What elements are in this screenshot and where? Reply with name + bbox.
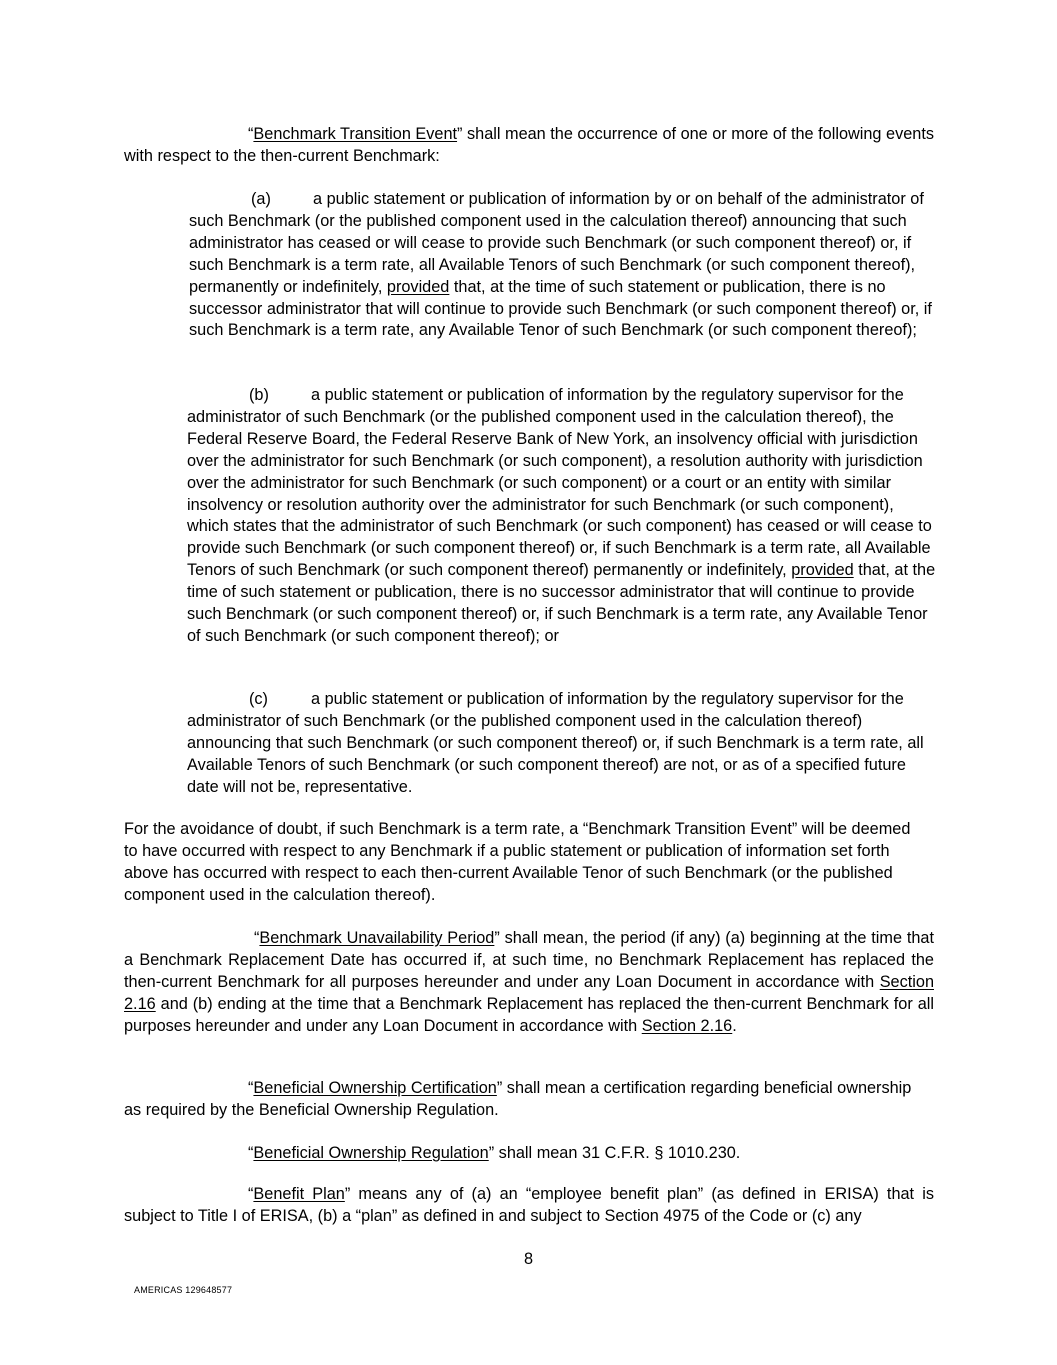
clause-a: (a) a public statement or publication of information by or on behalf of the administrator of such Benchmark (or the published component used in the calculation thereof) announcing that such administrator has ceased or will cease to provide such Benchmark (or such component thereof) or, if such Benchmark is a term rate, all Available Tenors of such Benchmark (or such component thereof), permanently or indefinitely, provided that, at the time of such statement or publication, there is no successor administrator that will continue to provide such Benchmark (or such component thereof) or, if such Benchmark is a term rate, any Available Tenor of such Benchmark (or such component thereof);: [189, 190, 932, 340]
defined-term: Benchmark Transition Event: [253, 125, 458, 143]
avoidance-paragraph: For the avoidance of doubt, if such Benchmark is a term rate, a “Benchmark Transition Event” will be deemed to have occurred with respect to any Benchmark if a public statement or publication of information set forth above has occurred with respect to each then-current Available Tenor of such Benchmark (or the published component used in the calculation thereof).: [124, 820, 911, 904]
clause-b: (b) a public statement or publication of information by the regulatory supervisor for the administrator of such Benchmark (or the published component used in the calculation thereof), the Federal Reserve Board, the Federal Reserve Bank of New York, an insolvency official with jurisdiction over the administrator for such Benchmark (or such component), a resolution authority with jurisdiction over the administrator for such Benchmark (or such component) or a court or an entity with similar insolvency or resolution authority over the administrator for such Benchmark (or such component), which states that the administrator of such Benchmark (or such component) has ceased or will cease to provide such Benchmark (or such component thereof) or, if such Benchmark is a term rate, all Available Tenors of such Benchmark (or such component thereof) permanently or indefinitely, provided that, at the time of such statement or publication, there is no successor administrator that will continue to provide such Benchmark (or such component thereof) or, if such Benchmark is a term rate, any Available Tenor of such Benchmark (or such component thereof); or: [187, 386, 936, 645]
defined-term: Beneficial Ownership Regulation: [253, 1144, 489, 1162]
defined-term: Beneficial Ownership Certification: [253, 1079, 497, 1097]
section-reference: Section 2.16: [641, 1016, 733, 1035]
clause-label: (a): [251, 190, 271, 208]
definition-beneficial-ownership-regulation: “Beneficial Ownership Regulation” shall mean 31 C.F.R. § 1010.230.: [248, 1144, 741, 1162]
definition-benefit-plan: “Benefit Plan” means any of (a) an “employee benefit plan” (as defined in ERISA) that is subject to Title I of ERISA, (b) a “plan” as defined in and subject to Section 4975 of the Code or (c) any: [124, 1185, 934, 1225]
definition-benchmark-unavailability-period: “Benchmark Unavailability Period” shall mean, the period (if any) (a) beginning at the time that a Benchmark Replacement Date has occurred if, at such time, no Benchmark Replacement has replaced the then-current Benchmark for all purposes hereunder and under any Loan Document in accordance with Section 2.16 and (b) ending at the time that a Benchmark Replacement has replaced the then-current Benchmark for all purposes hereunder and under any Loan Document in accordance with Section 2.16.: [124, 929, 934, 1035]
clause-c: (c) a public statement or publication of information by the regulatory supervisor for the administrator of such Benchmark (or the published component used in the calculation thereof) announcing that such Benchmark (or such component thereof) or, if such Benchmark is a term rate, all Available Tenors of such Benchmark (or such component thereof) are not, or as of a specified future date will not be, representative.: [187, 690, 924, 796]
provided-term: provided: [386, 277, 450, 296]
defined-term: Benchmark Unavailability Period: [259, 929, 495, 947]
definition-benchmark-transition-event: “Benchmark Transition Event” shall mean the occurrence of one or more of the following events with respect to the then-current Benchmark:: [124, 125, 934, 165]
document-footer-id: AMERICAS 129648577: [134, 1285, 233, 1295]
provided-term: provided: [791, 561, 854, 580]
clause-label: (c): [249, 690, 268, 708]
definition-beneficial-ownership-certification: “Beneficial Ownership Certification” shall mean a certification regarding beneficial ownership as required by the Beneficial Ownership Regulation.: [124, 1079, 912, 1119]
clause-label: (b): [249, 386, 269, 404]
defined-term: Benefit Plan: [253, 1185, 345, 1203]
section-reference: Section 2.16: [124, 972, 934, 1013]
page-number: 8: [523, 1250, 534, 1268]
